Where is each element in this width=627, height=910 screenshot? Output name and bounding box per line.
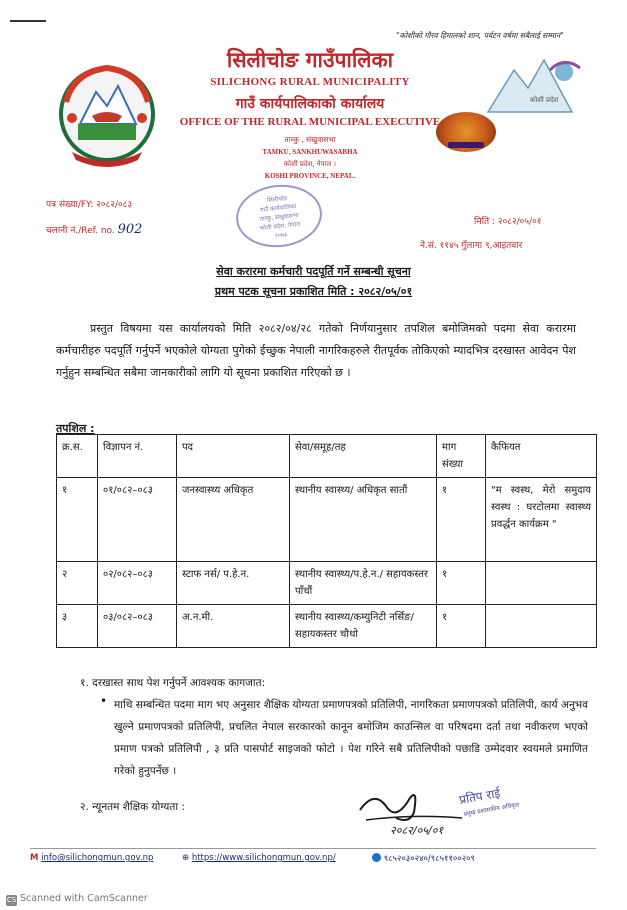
table-cell: अ.न.मी.: [177, 605, 290, 648]
issue-date: मिति : २०८२/०५/०१: [474, 217, 542, 227]
slogan: "कोशीको गौरव हिमालको शान, पर्यटन वर्षमा सबैलाई सम्मान": [396, 31, 564, 40]
signatory-name: प्रतिप राई: [458, 785, 502, 807]
footer-phone: [372, 853, 475, 864]
table-cell: स्थानीय स्वास्थ्य/कम्युनिटी नर्सिङ/सहायकस्तर चौथो: [290, 605, 437, 648]
col-header: विज्ञापन नं.: [98, 435, 177, 478]
table-row: [57, 562, 597, 605]
footer-rule: [30, 848, 596, 849]
table-cell: "म स्वस्थ, मेरो समुदाय स्वस्थ : घरटोलमा स्वास्थ्य प्रवर्द्धन कार्यक्रम ": [486, 478, 597, 562]
table-cell: ०३/०८२–०८३: [98, 605, 177, 648]
col-header: क्र.स.: [57, 435, 98, 478]
scanner-watermark: [6, 893, 148, 906]
address-line1-np: ताम्कु , संखुवासभा: [284, 135, 336, 144]
ref-number: [46, 222, 142, 237]
table-cell: स्थानीय स्वास्थ्य/प.हे.न./ सहायकस्तर पाँचौं: [290, 562, 437, 605]
ref-label: चलानी नं./Ref. no.: [46, 226, 115, 236]
office-name-np: गाउँ कार्यपालिकाको कार्यालय: [235, 96, 385, 112]
municipality-name-en: SILICHONG RURAL MUNICIPALITY: [210, 76, 410, 88]
table-label: तपशिल :: [56, 422, 95, 435]
table-cell: जनस्वास्थ्य अधिकृत: [177, 478, 290, 562]
table-cell: ३: [57, 605, 98, 648]
bullet-dot: •: [100, 694, 108, 708]
notice-subtitle: प्रथम पटक सूचना प्रकाशित मिति : २०८२/०५/०१: [214, 285, 413, 298]
table-cell: १: [57, 478, 98, 562]
table-cell: [486, 605, 597, 648]
stamp-line: सिलीचोङ: [266, 195, 288, 205]
address-line1-en: TAMKU, SANKHUWASABHA: [262, 148, 358, 156]
table-cell: १: [437, 605, 486, 648]
notice-title: सेवा करारमा कर्मचारी पदपूर्ति गर्ने सम्बन्धी सूचना: [216, 265, 411, 278]
address-line2-np: कोशी प्रदेश, नेपाल ।: [283, 160, 337, 168]
col-header: कैफियत: [486, 435, 597, 478]
table-cell: [486, 562, 597, 605]
footer-website[interactable]: [182, 853, 336, 863]
signatory-title: प्रमुख प्रशासकीय अधिकृत: [463, 801, 520, 818]
table-cell: १: [437, 478, 486, 562]
documents-heading: १. दरखास्त साथ पेश गर्नुपर्ने आवश्यक कागजात:: [80, 677, 266, 689]
table-cell: स्थानीय स्वास्थ्य/ अधिकृत सातौं: [290, 478, 437, 562]
right-logo-caption: कोशी प्रदेश: [530, 96, 559, 104]
notice-body: प्रस्तुत विषयमा यस कार्यालयको मिति २०८२/०४/२८ गतेको निर्णयानुसार तपशिल बमोजिमको पदमा सेवा करारमा कर्मचारीहरु पदपूर्ति गर्नुपर्ने भएकोले योग्यता पुगेको ईच्छुक नेपाली नागरिकहरुले रीतपूर्वक तोकिएको म्यादभित्र दरखास्त आवेदन पेश गर्नुहुन सम्बन्धित सबैमा जानकारीको लागि यो सूचना प्रकाशित गरिएको छ ।: [56, 322, 576, 379]
phone-icon: [372, 853, 381, 862]
mail-icon: M: [30, 853, 39, 863]
vacancy-table: [56, 434, 597, 648]
footer-email[interactable]: [30, 853, 153, 863]
table-header-row: [57, 435, 597, 478]
col-header: माग संख्या: [437, 435, 486, 478]
signature-block: [352, 784, 552, 844]
col-header: सेवा/समूह/तह: [290, 435, 437, 478]
table-cell: ०१/०८२–०८३: [98, 478, 177, 562]
col-header: पद: [177, 435, 290, 478]
camscanner-icon: CS: [6, 896, 17, 904]
stamp-line: ताम्कु, संखुवासभा: [259, 211, 299, 224]
table-cell: ०२/०८२–०८३: [98, 562, 177, 605]
office-name-en: OFFICE OF THE RURAL MUNICIPAL EXECUTIVE: [179, 116, 441, 128]
ref-value: 902: [117, 222, 143, 237]
stamp-line: गाउँ कार्यपालिका: [259, 203, 297, 214]
qualification-heading: २. न्यूनतम शैक्षिक योग्यता :: [80, 801, 185, 813]
address-line2-en: KOSHI PROVINCE, NEPAL.: [264, 172, 356, 180]
stamp-line: कोशी प्रदेश, नेपाल: [259, 220, 301, 233]
website-link[interactable]: https://www.silichongmun.gov.np/: [191, 853, 336, 863]
municipality-name-np: सिलीचोङ गाउँपालिका: [226, 47, 394, 72]
nepal-samvat-date: ने.सं. ११४५ गुँलागा ९,आइतवार: [420, 241, 523, 251]
table-cell: १: [437, 562, 486, 605]
table-cell: २: [57, 562, 98, 605]
office-stamp: [233, 181, 325, 252]
fiscal-year: पत्र संख्या/FY: २०८२/०८३: [46, 200, 133, 210]
documents-bullet: माथि सम्बन्धित पदमा माग भए अनुसार शैक्षिक योग्यता प्रमाणपत्रको प्रतिलिपी, नागरिकता प्रमाणपत्रको प्रतिलिपी, कार्य अनुभव खुल्ने प्रमाणपत्रको प्रतिलिपी, प्रचलित नेपाल सरकारको कानून बमोजिम काउन्सिल वा परिषदमा दर्ता तथा नवीकरण भएको प्रमाण पत्रको प्रतिलिपी , ३ प्रति पासपोर्ट साइजको फोटो । पेश गरिने सबै प्रतिलिपीको पछाडि उम्मेदवार स्वयमले प्रमाणित गरेको हुनुपर्नेछ ।: [114, 699, 588, 777]
email-link[interactable]: info@silichongmun.gov.np: [41, 853, 154, 863]
table-row: [57, 605, 597, 648]
stamp-line: २०७३: [274, 231, 288, 240]
top-rule: [10, 20, 46, 22]
phone-numbers: ९८५२०३०२४०/९८५११००२०९: [383, 854, 475, 864]
globe-icon: ⊕: [182, 853, 190, 863]
scanner-text: Scanned with CamScanner: [20, 893, 148, 904]
table-row: [57, 478, 597, 562]
table-cell: स्टाफ नर्स/ प.हे.न.: [177, 562, 290, 605]
signature-date: २०८२/०५/०१: [390, 824, 444, 837]
